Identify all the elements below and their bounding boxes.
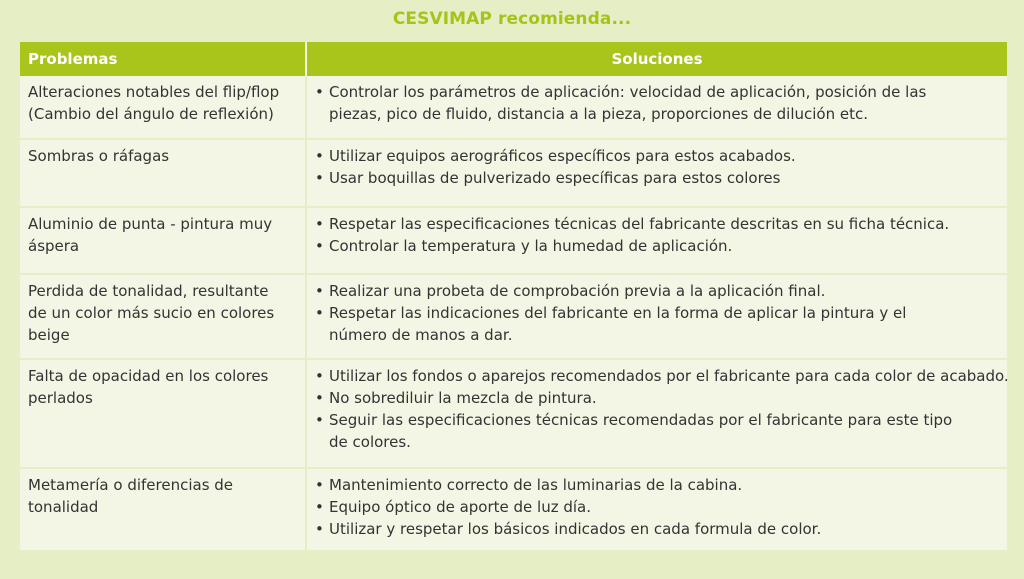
problem-text: Falta de opacidad en los colores xyxy=(28,367,269,385)
solution-item xyxy=(315,213,999,235)
solution-item xyxy=(315,81,999,125)
solution-cell xyxy=(306,76,1007,139)
table-body xyxy=(20,76,1007,551)
solution-text: Controlar la temperatura y la humedad de aplicación. xyxy=(329,237,733,255)
solution-text: Realizar una probeta de comprobación previa a la aplicación final. xyxy=(329,282,826,300)
bullet-icon: • xyxy=(315,304,324,322)
problem-text: tonalidad xyxy=(28,498,99,516)
solution-text: Mantenimiento correcto de las luminarias de la cabina. xyxy=(329,476,743,494)
solution-item xyxy=(315,496,999,518)
solution-text: número de manos a dar. xyxy=(329,326,513,344)
table-row xyxy=(20,207,1007,274)
recommendations-table xyxy=(20,42,1007,552)
problem-text: Alteraciones notables del flip/flop xyxy=(28,83,280,101)
solution-item xyxy=(315,145,999,167)
solution-text: Utilizar los fondos o aparejos recomendados por el fabricante para cada color de acabado. xyxy=(329,367,1009,385)
problem-text: Metamería o diferencias de xyxy=(28,476,234,494)
problem-text: de un color más sucio en colores xyxy=(28,304,275,322)
bullet-icon: • xyxy=(315,389,324,407)
table-row xyxy=(20,468,1007,551)
solution-text: Equipo óptico de aporte de luz día. xyxy=(329,498,592,516)
solution-cell xyxy=(306,274,1007,359)
solution-item xyxy=(315,474,999,496)
solution-cell xyxy=(306,468,1007,551)
problem-text: perlados xyxy=(28,389,93,407)
solution-text: Usar boquillas de pulverizado específicas para estos colores xyxy=(329,169,781,187)
header-problems: Problemas xyxy=(20,42,306,76)
solution-list xyxy=(315,145,999,189)
solution-text: Seguir las especificaciones técnicas recomendadas por el fabricante para este tipo xyxy=(329,411,953,429)
solution-text: Utilizar y respetar los básicos indicados en cada formula de color. xyxy=(329,520,822,538)
problem-text: áspera xyxy=(28,237,80,255)
solution-item xyxy=(315,409,999,453)
solution-text: de colores. xyxy=(329,433,411,451)
page-title: CESVIMAP recomienda... xyxy=(392,9,632,29)
table-row xyxy=(20,274,1007,359)
problem-cell xyxy=(20,468,306,551)
problem-text: Perdida de tonalidad, resultante xyxy=(28,282,269,300)
table-row xyxy=(20,76,1007,139)
solution-list xyxy=(315,474,999,540)
solution-item xyxy=(315,518,999,540)
solution-text: piezas, pico de fluido, distancia a la pieza, proporciones de dilución etc. xyxy=(329,105,869,123)
solution-item xyxy=(315,167,999,189)
solution-list xyxy=(315,213,999,257)
header-solutions: Soluciones xyxy=(306,42,1007,76)
bullet-icon: • xyxy=(315,520,324,538)
solution-item xyxy=(315,387,999,409)
solution-cell xyxy=(306,207,1007,274)
bullet-icon: • xyxy=(315,476,324,494)
bullet-icon: • xyxy=(315,411,324,429)
solution-text: Controlar los parámetros de aplicación: velocidad de aplicación, posición de las xyxy=(329,83,927,101)
solution-text: Respetar las especificaciones técnicas del fabricante descritas en su ficha técnica. xyxy=(329,215,950,233)
bullet-icon: • xyxy=(315,147,324,165)
solution-item xyxy=(315,280,999,302)
bullet-icon: • xyxy=(315,367,324,385)
solution-cell xyxy=(306,139,1007,207)
solution-item xyxy=(315,365,1009,387)
solution-list xyxy=(315,81,999,125)
table-row xyxy=(20,359,1007,468)
solution-list xyxy=(315,280,999,346)
solution-list xyxy=(315,365,1009,453)
problem-text: Aluminio de punta - pintura muy xyxy=(28,215,273,233)
table-row xyxy=(20,139,1007,207)
problem-cell xyxy=(20,359,306,468)
problem-text: (Cambio del ángulo de reflexión) xyxy=(28,105,274,123)
bullet-icon: • xyxy=(315,498,324,516)
solution-text: No sobrediluir la mezcla de pintura. xyxy=(329,389,597,407)
problem-cell xyxy=(20,207,306,274)
solution-item xyxy=(315,302,999,346)
bullet-icon: • xyxy=(315,282,324,300)
solution-text: Utilizar equipos aerográficos específicos para estos acabados. xyxy=(329,147,796,165)
bullet-icon: • xyxy=(315,237,324,255)
solution-cell xyxy=(306,359,1007,468)
problem-cell xyxy=(20,139,306,207)
bullet-icon: • xyxy=(315,215,324,233)
problem-cell xyxy=(20,274,306,359)
problem-cell xyxy=(20,76,306,139)
table-header-row xyxy=(20,42,1007,76)
solution-text: Respetar las indicaciones del fabricante en la forma de aplicar la pintura y el xyxy=(329,304,907,322)
solution-item xyxy=(315,235,999,257)
problem-text: beige xyxy=(28,326,70,344)
problem-text: Sombras o ráfagas xyxy=(28,147,170,165)
bullet-icon: • xyxy=(315,169,324,187)
bullet-icon: • xyxy=(315,83,324,101)
